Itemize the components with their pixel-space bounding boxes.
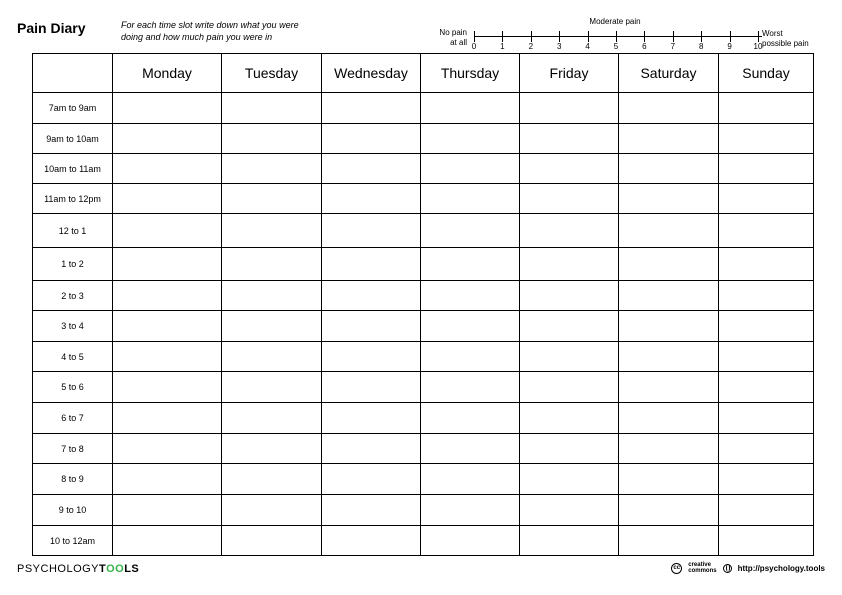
table-row <box>33 311 814 342</box>
time-slot-label: 7 to 8 <box>33 434 113 464</box>
entry-cell-monday[interactable] <box>113 281 222 311</box>
entry-cell-thursday[interactable] <box>421 93 520 124</box>
time-slot-label: 3 to 4 <box>33 311 113 342</box>
scale-max-label: Worst possible pain <box>762 29 809 48</box>
entry-cell-friday[interactable] <box>520 434 619 464</box>
creative-commons-label: creative commons <box>688 562 717 574</box>
table-row <box>33 248 814 281</box>
entry-cell-wednesday[interactable] <box>322 184 421 214</box>
scale-min-label: No pain at all <box>439 28 467 47</box>
entry-cell-sunday[interactable] <box>719 464 814 495</box>
entry-cell-thursday[interactable] <box>421 248 520 281</box>
pain-diary-table <box>32 53 814 556</box>
entry-cell-friday[interactable] <box>520 403 619 434</box>
entry-cell-thursday[interactable] <box>421 124 520 154</box>
footer-url[interactable]: http://psychology.tools <box>737 563 825 573</box>
entry-cell-wednesday[interactable] <box>322 311 421 342</box>
entry-cell-wednesday[interactable] <box>322 495 421 526</box>
entry-cell-tuesday[interactable] <box>222 184 322 214</box>
entry-cell-friday[interactable] <box>520 311 619 342</box>
entry-cell-monday[interactable] <box>113 434 222 464</box>
table-row <box>33 526 814 556</box>
entry-cell-sunday[interactable] <box>719 403 814 434</box>
scale-tick-label: 10 <box>753 42 763 51</box>
entry-cell-monday[interactable] <box>113 93 222 124</box>
entry-cell-wednesday[interactable] <box>322 403 421 434</box>
entry-cell-thursday[interactable] <box>421 464 520 495</box>
entry-cell-saturday[interactable] <box>619 154 719 184</box>
scale-tick-label: 3 <box>556 42 562 51</box>
scale-tick-label: 2 <box>528 42 534 51</box>
entry-cell-saturday[interactable] <box>619 311 719 342</box>
globe-icon <box>723 564 732 573</box>
time-slot-label: 10 to 12am <box>33 526 113 556</box>
time-slot-label: 5 to 6 <box>33 372 113 403</box>
entry-cell-tuesday[interactable] <box>222 434 322 464</box>
day-header-saturday: Saturday <box>619 54 719 93</box>
entry-cell-saturday[interactable] <box>619 248 719 281</box>
entry-cell-thursday[interactable] <box>421 342 520 372</box>
scale-tick <box>673 31 674 42</box>
entry-cell-tuesday[interactable] <box>222 342 322 372</box>
entry-cell-sunday[interactable] <box>719 281 814 311</box>
entry-cell-wednesday[interactable] <box>322 526 421 556</box>
entry-cell-saturday[interactable] <box>619 214 719 248</box>
entry-cell-monday[interactable] <box>113 495 222 526</box>
entry-cell-sunday[interactable] <box>719 93 814 124</box>
table-row <box>33 281 814 311</box>
time-slot-label: 10am to 11am <box>33 154 113 184</box>
entry-cell-tuesday[interactable] <box>222 495 322 526</box>
entry-cell-saturday[interactable] <box>619 184 719 214</box>
entry-cell-sunday[interactable] <box>719 214 814 248</box>
scale-tick <box>531 31 532 42</box>
scale-tick-label: 4 <box>585 42 590 51</box>
entry-cell-saturday[interactable] <box>619 434 719 464</box>
table-row <box>33 154 814 184</box>
psychology-tools-logo: PSYCHOLOGYTOOLS <box>17 563 140 575</box>
entry-cell-sunday[interactable] <box>719 184 814 214</box>
scale-tick <box>502 31 503 42</box>
entry-cell-friday[interactable] <box>520 526 619 556</box>
entry-cell-thursday[interactable] <box>421 214 520 248</box>
entry-cell-thursday[interactable] <box>421 526 520 556</box>
entry-cell-wednesday[interactable] <box>322 248 421 281</box>
entry-cell-wednesday[interactable] <box>322 372 421 403</box>
day-header-wednesday: Wednesday <box>322 54 421 93</box>
entry-cell-friday[interactable] <box>520 184 619 214</box>
entry-cell-saturday[interactable] <box>619 495 719 526</box>
day-header-friday: Friday <box>520 54 619 93</box>
entry-cell-thursday[interactable] <box>421 434 520 464</box>
time-slot-label: 2 to 3 <box>33 281 113 311</box>
entry-cell-wednesday[interactable] <box>322 93 421 124</box>
entry-cell-friday[interactable] <box>520 342 619 372</box>
entry-cell-tuesday[interactable] <box>222 403 322 434</box>
day-header-thursday: Thursday <box>421 54 520 93</box>
entry-cell-sunday[interactable] <box>719 434 814 464</box>
entry-cell-wednesday[interactable] <box>322 281 421 311</box>
scale-mid-label: Moderate pain <box>589 17 641 26</box>
creative-commons-icon: cc <box>671 563 682 574</box>
entry-cell-sunday[interactable] <box>719 526 814 556</box>
table-row <box>33 93 814 124</box>
time-slot-label: 6 to 7 <box>33 403 113 434</box>
entry-cell-monday[interactable] <box>113 214 222 248</box>
entry-cell-saturday[interactable] <box>619 93 719 124</box>
entry-cell-friday[interactable] <box>520 248 619 281</box>
entry-cell-monday[interactable] <box>113 342 222 372</box>
page-title: Pain Diary <box>17 20 86 36</box>
entry-cell-thursday[interactable] <box>421 495 520 526</box>
instructions-text: For each time slot write down what you were doing and how much pain you were in <box>121 20 299 42</box>
scale-tick <box>701 31 702 42</box>
scale-tick <box>474 31 475 42</box>
time-slot-label: 1 to 2 <box>33 248 113 281</box>
table-row <box>33 434 814 464</box>
entry-cell-saturday[interactable] <box>619 403 719 434</box>
entry-cell-tuesday[interactable] <box>222 124 322 154</box>
scale-tick-label: 6 <box>642 42 647 51</box>
scale-tick-label: 7 <box>670 42 676 51</box>
table-row <box>33 403 814 434</box>
entry-cell-friday[interactable] <box>520 154 619 184</box>
entry-cell-sunday[interactable] <box>719 495 814 526</box>
footer-license <box>671 562 825 574</box>
entry-cell-monday[interactable] <box>113 184 222 214</box>
entry-cell-tuesday[interactable] <box>222 93 322 124</box>
entry-cell-thursday[interactable] <box>421 281 520 311</box>
table-row <box>33 214 814 248</box>
table-row <box>33 495 814 526</box>
entry-cell-monday[interactable] <box>113 526 222 556</box>
day-header-sunday: Sunday <box>719 54 814 93</box>
entry-cell-tuesday[interactable] <box>222 372 322 403</box>
entry-cell-wednesday[interactable] <box>322 434 421 464</box>
table-row <box>33 372 814 403</box>
entry-cell-tuesday[interactable] <box>222 154 322 184</box>
scale-tick <box>616 31 617 42</box>
scale-tick-label: 1 <box>500 42 505 51</box>
time-slot-label: 8 to 9 <box>33 464 113 495</box>
entry-cell-friday[interactable] <box>520 281 619 311</box>
entry-cell-sunday[interactable] <box>719 342 814 372</box>
time-slot-label: 7am to 9am <box>33 93 113 124</box>
scale-tick-label: 0 <box>471 42 477 51</box>
entry-cell-friday[interactable] <box>520 464 619 495</box>
entry-cell-sunday[interactable] <box>719 124 814 154</box>
table-row <box>33 124 814 154</box>
entry-cell-saturday[interactable] <box>619 526 719 556</box>
scale-tick <box>730 31 731 42</box>
entry-cell-monday[interactable] <box>113 124 222 154</box>
entry-cell-saturday[interactable] <box>619 342 719 372</box>
entry-cell-tuesday[interactable] <box>222 281 322 311</box>
entry-cell-sunday[interactable] <box>719 154 814 184</box>
day-header-tuesday: Tuesday <box>222 54 322 93</box>
entry-cell-wednesday[interactable] <box>322 124 421 154</box>
pain-scale-line <box>474 36 762 37</box>
scale-tick-label: 5 <box>613 42 619 51</box>
entry-cell-wednesday[interactable] <box>322 464 421 495</box>
entry-cell-saturday[interactable] <box>619 281 719 311</box>
scale-tick <box>758 31 759 42</box>
table-row <box>33 464 814 495</box>
day-header-monday: Monday <box>113 54 222 93</box>
time-slot-label: 9 to 10 <box>33 495 113 526</box>
table-row <box>33 342 814 372</box>
entry-cell-wednesday[interactable] <box>322 342 421 372</box>
entry-cell-monday[interactable] <box>113 311 222 342</box>
scale-tick-label: 8 <box>698 42 704 51</box>
entry-cell-tuesday[interactable] <box>222 214 322 248</box>
entry-cell-thursday[interactable] <box>421 154 520 184</box>
table-header-row <box>33 54 814 93</box>
entry-cell-sunday[interactable] <box>719 372 814 403</box>
time-slot-label: 4 to 5 <box>33 342 113 372</box>
entry-cell-friday[interactable] <box>520 214 619 248</box>
entry-cell-thursday[interactable] <box>421 311 520 342</box>
entry-cell-monday[interactable] <box>113 464 222 495</box>
entry-cell-monday[interactable] <box>113 154 222 184</box>
entry-cell-friday[interactable] <box>520 93 619 124</box>
corner-cell <box>33 54 113 93</box>
entry-cell-wednesday[interactable] <box>322 154 421 184</box>
entry-cell-tuesday[interactable] <box>222 526 322 556</box>
entry-cell-sunday[interactable] <box>719 311 814 342</box>
entry-cell-tuesday[interactable] <box>222 311 322 342</box>
entry-cell-tuesday[interactable] <box>222 248 322 281</box>
entry-cell-friday[interactable] <box>520 372 619 403</box>
scale-tick <box>559 31 560 42</box>
entry-cell-tuesday[interactable] <box>222 464 322 495</box>
entry-cell-thursday[interactable] <box>421 403 520 434</box>
time-slot-label: 11am to 12pm <box>33 184 113 214</box>
entry-cell-monday[interactable] <box>113 403 222 434</box>
table-row <box>33 184 814 214</box>
scale-tick <box>644 31 645 42</box>
entry-cell-saturday[interactable] <box>619 372 719 403</box>
entry-cell-friday[interactable] <box>520 124 619 154</box>
entry-cell-thursday[interactable] <box>421 184 520 214</box>
entry-cell-monday[interactable] <box>113 248 222 281</box>
scale-tick <box>588 31 589 42</box>
entry-cell-saturday[interactable] <box>619 124 719 154</box>
entry-cell-friday[interactable] <box>520 495 619 526</box>
entry-cell-sunday[interactable] <box>719 248 814 281</box>
time-slot-label: 9am to 10am <box>33 124 113 154</box>
entry-cell-saturday[interactable] <box>619 464 719 495</box>
time-slot-label: 12 to 1 <box>33 214 113 248</box>
entry-cell-wednesday[interactable] <box>322 214 421 248</box>
entry-cell-thursday[interactable] <box>421 372 520 403</box>
entry-cell-monday[interactable] <box>113 372 222 403</box>
scale-tick-label: 9 <box>727 42 732 51</box>
